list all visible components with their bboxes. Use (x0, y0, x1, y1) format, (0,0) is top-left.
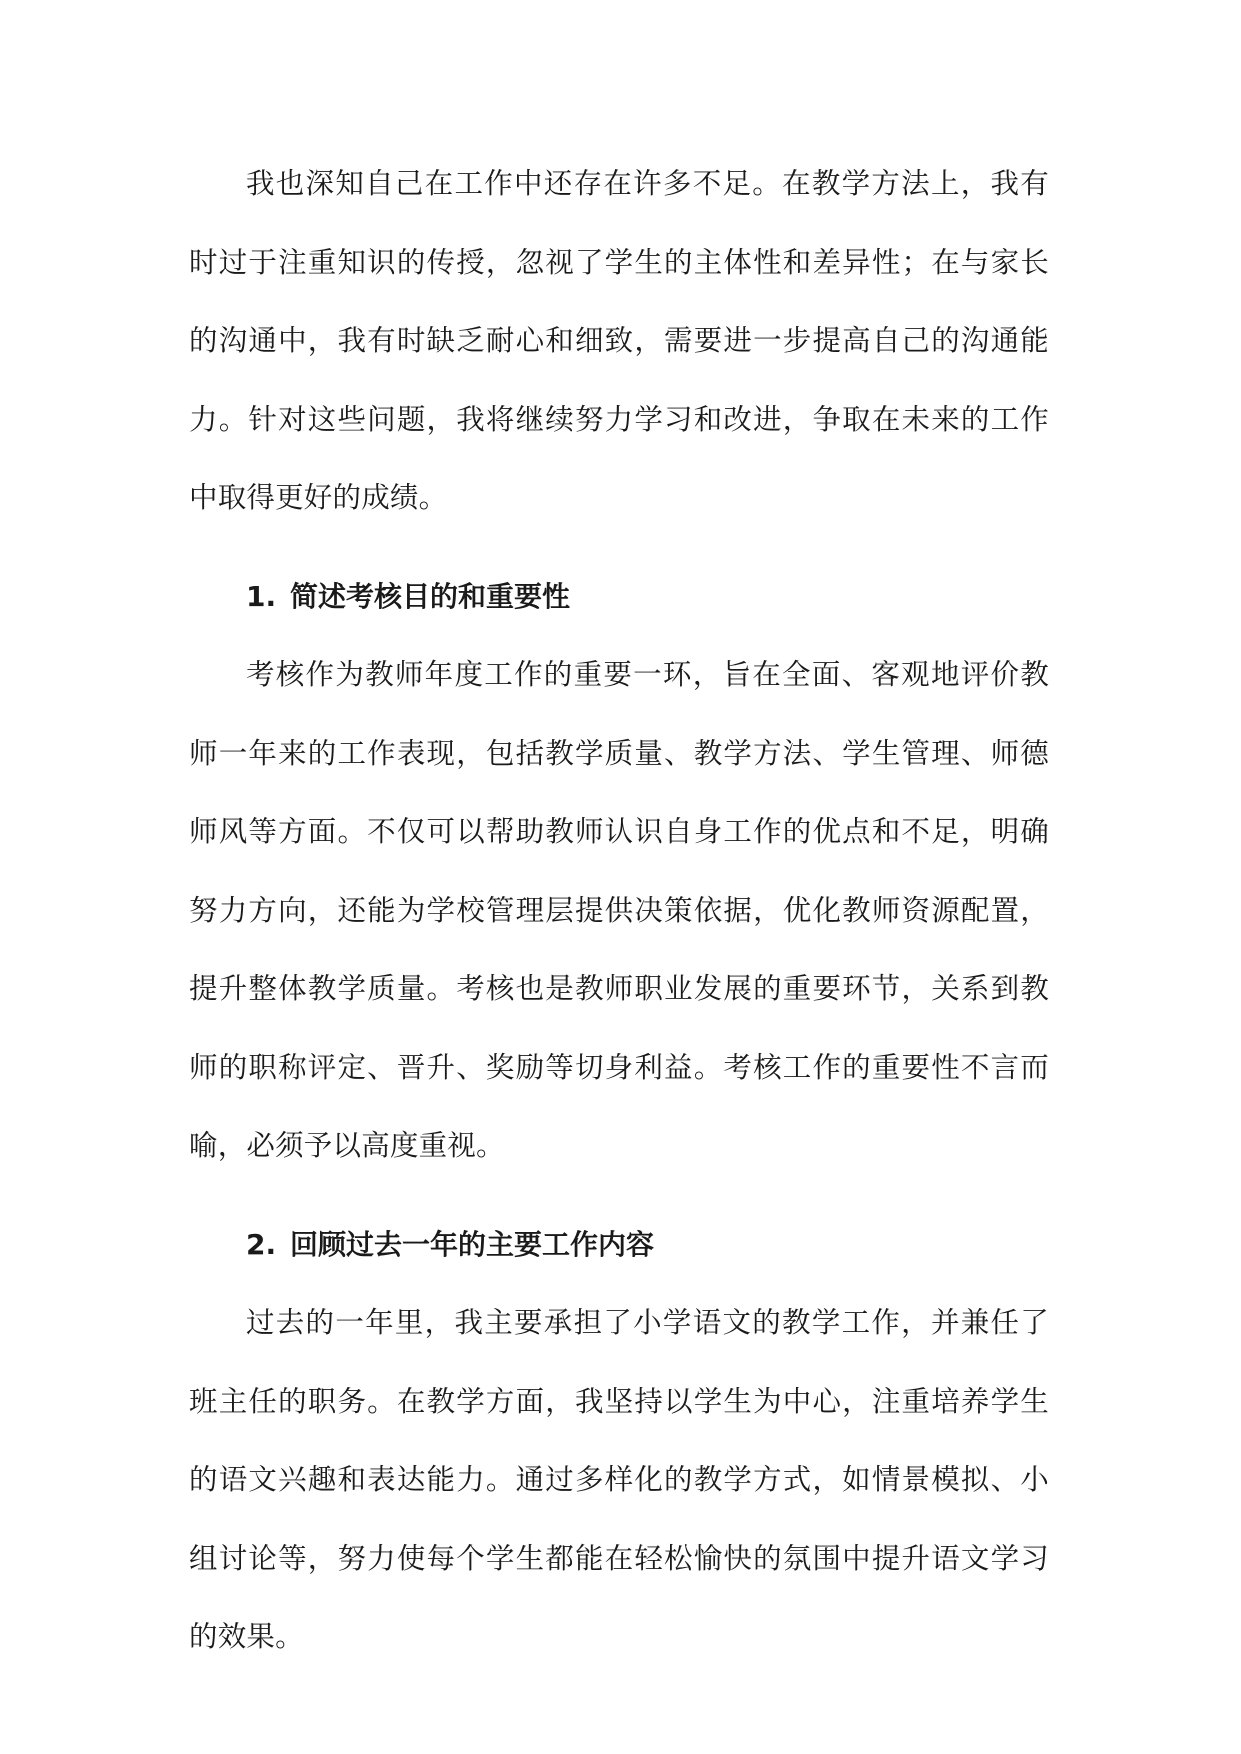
section-title-2: 回顾过去一年的主要工作内容 (290, 1227, 655, 1261)
section-heading-2 (189, 1206, 1049, 1285)
section-spacer (189, 538, 1049, 558)
paragraph-work-review: 过去的一年里，我主要承担了小学语文的教学工作，并兼任了班主任的职务。在教学方面，我坚持以学生为中心，注重培养学生的语文兴趣和表达能力。通过多样化的教学方式，如情景模拟、小组讨论等，努力使每个学生都能在轻松愉快的氛围中提升语文学习的效果。 (189, 1306, 1049, 1653)
section-spacer (189, 1186, 1049, 1206)
section-number-1: 1. (246, 579, 277, 613)
document-body (189, 145, 1049, 1677)
section-title-1: 简述考核目的和重要性 (290, 579, 571, 613)
paragraph-shortcomings: 我也深知自己在工作中还存在许多不足。在教学方法上，我有时过于注重知识的传授，忽视了学生的主体性和差异性；在与家长的沟通中，我有时缺乏耐心和细致，需要进一步提高自己的沟通能力。针对这些问题，我将继续努力学习和改进，争取在未来的工作中取得更好的成绩。 (189, 167, 1049, 514)
section-number-2: 2. (246, 1227, 277, 1261)
section-heading-1 (189, 558, 1049, 637)
paragraph-assessment-purpose: 考核作为教师年度工作的重要一环，旨在全面、客观地评价教师一年来的工作表现，包括教学质量、教学方法、学生管理、师德师风等方面。不仅可以帮助教师认识自身工作的优点和不足，明确努力方向，还能为学校管理层提供决策依据，优化教师资源配置，提升整体教学质量。考核也是教师职业发展的重要环节，关系到教师的职称评定、晋升、奖励等切身利益。考核工作的重要性不言而喻，必须予以高度重视。 (189, 658, 1049, 1162)
